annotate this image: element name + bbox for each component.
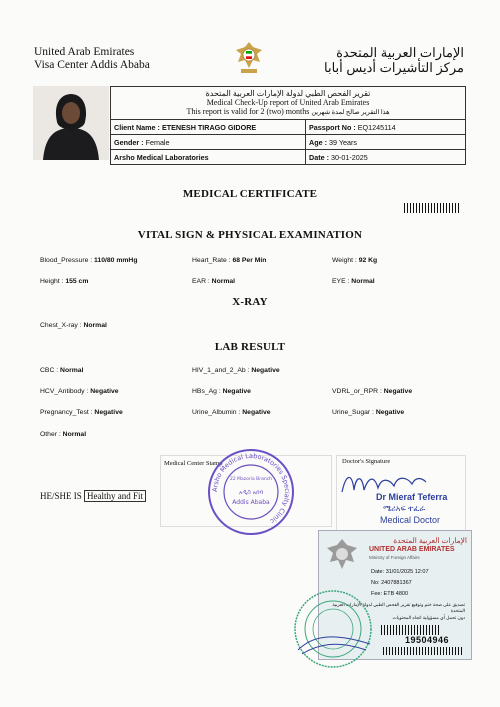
vital-weight [332,257,377,264]
lab-label: Urine_Albumin : [192,409,241,416]
vital-label: Height : [40,278,64,285]
lab-label: Urine_Sugar : [332,409,374,416]
lab-value: Negative [90,388,119,395]
lab-label: Pregnancy_Test : [40,409,93,416]
gender-row [111,135,466,150]
vital-eye [332,278,375,285]
lab-urine-albumin [192,409,271,416]
stamp-city: Addis Ababa [232,499,270,506]
lab-label: VDRL_or_RPR : [332,388,382,395]
certificate-title: MEDICAL CERTIFICATE [182,188,318,200]
doctor-name-am: ሜሪአፍ ተፈራ [383,504,426,513]
stamp-city-am: አዲስ አበባ [238,489,264,496]
sticker-subtitle: Ministry of Foreign Affairs [369,555,420,560]
vital-label: Blood_Pressure : [40,257,93,264]
sticker-fee [371,591,408,597]
barcode-gap [439,625,441,635]
report-title-row [111,87,466,120]
stamp-branch: 22 Mazoria Branch [229,477,273,482]
validity-ar: هذا التقرير صالح لمدة شهرين [311,109,390,116]
sticker-fee-value: ETB 4800 [383,591,409,597]
lab-row [111,150,466,165]
xray-chest [40,322,107,329]
conclusion-value: Healthy and Fit [84,490,146,502]
conclusion [40,491,146,501]
uae-emblem-icon [232,38,266,78]
sticker-ar-title: الإمارات العربية المتحدة [393,536,467,545]
doctor-signature-label: Doctor's Signature [342,458,391,465]
vital-value: 68 Per Min [232,257,267,264]
header-ar-line2: مركز التأشيرات أديس أبابا [324,60,464,75]
vital-title: VITAL SIGN & PHYSICAL EXAMINATION [137,229,363,241]
lab-value: Negative [375,409,405,416]
sticker-date-value: 31/01/2025 12:07 [385,569,429,575]
sticker-barcode [381,625,441,635]
passport-label: Passport No : [309,122,356,132]
vital-heart-rate [192,257,266,264]
client-name-label: Client Name : [114,122,160,132]
header-en-line1: United Arab Emirates [34,46,135,58]
center-stamp-label: Medical Center Stamp [164,460,223,467]
validity-en: This report is valid for 2 (two) months [186,107,310,116]
lab-label: Other : [40,431,61,438]
vital-value: Normal [351,278,375,285]
uae-emblem-icon [322,535,362,575]
lab-title: LAB RESULT [214,341,286,353]
patient-photo [33,86,109,160]
xray-label: Chest_X-ray : [40,322,82,329]
report-title-ar: تقرير الفحص الطبي لدولة الإمارات العربية المتحدة [205,89,371,98]
date-label: Date : [309,152,329,162]
xray-title: X-RAY [232,296,268,308]
xray-value: Normal [83,322,107,329]
client-row [111,120,466,135]
sticker-no-value: 2407881367 [381,580,412,586]
vital-value: 155 cm [65,278,89,285]
lab-value: Negative [94,409,123,416]
sticker-no-label: No: [371,580,380,586]
lab-value: Negative [242,409,271,416]
sticker-date [371,569,429,575]
barcode-gap [459,203,461,213]
age-label: Age : [309,137,327,147]
sticker-note-ar: تصديق على صحة ختم وتوقيع تقرير الفحص الطبي لدولة الإمارات العربية المتحدة [332,602,465,613]
lab-hcv [40,388,119,395]
report-title-en: Medical Check-Up report of United Arab Emirates [206,98,370,107]
lab-value: Negative [251,367,280,374]
lab-value: Normal [62,431,87,438]
vital-value: 92 Kg [358,257,378,264]
barcode-gap [462,647,464,655]
lab-value: Normal [60,367,84,374]
lab-value: Negative [383,388,413,395]
lab-hbsag [192,388,251,395]
header-en-line2: Visa Center Addis Ababa [34,59,150,71]
clinic-stamp [206,447,296,537]
vital-value: 110/80 mmHg [94,257,138,264]
vital-label: EYE : [332,278,350,285]
doctor-title: Medical Doctor [380,515,441,525]
sticker-no [371,580,412,586]
report-validity [114,107,462,117]
sticker-en-title: UNITED ARAB EMIRATES [369,546,455,553]
lab-other [40,431,86,438]
lab-urine-sugar [332,409,404,416]
mofa-green-stamp [292,588,374,670]
sticker-date-label: Date: [371,569,385,575]
lab-vdrl [332,388,412,395]
vital-height [40,278,88,285]
gender-label: Gender : [114,137,144,147]
vital-value: Normal [211,278,236,285]
barcode-top [404,203,462,213]
sticker-fee-label: Fee: [371,591,383,597]
vital-label: Weight : [332,257,357,264]
lab-label: HBs_Ag : [192,388,221,395]
lab-value: Negative [222,388,251,395]
patient-info-table [110,86,466,165]
client-name: ETENESH TIRAGO GIDORE [161,122,257,132]
sticker-note-ar2: دون تحمل أي مسؤولية اتجاه المحتويات [392,615,465,620]
lab-pregnancy [40,409,123,416]
vital-label: Heart_Rate : [192,257,231,264]
doctor-name: Dr Mieraf Teferra [376,492,448,502]
lab-label: CBC : [40,367,59,374]
sticker-serial: 19504946 [405,635,450,645]
lab-hiv [192,367,280,374]
lab-label: HIV_1_and_2_Ab : [192,367,250,374]
date-value: 30-01-2025 [330,152,368,162]
age-value: 39 Years [328,137,357,147]
stamp-ring-text: Arsho Medical Laboratories Specialty Clinic [210,451,292,526]
vital-ear [192,278,235,285]
header-ar [324,45,464,75]
lab-label: HCV_Antibody : [40,388,89,395]
lab-cbc [40,367,83,374]
header-en [34,46,150,72]
header-ar-line1: الإمارات العربية المتحدة [336,45,464,60]
sticker-barcode-2 [383,647,465,655]
conclusion-label: HE/SHE IS [40,491,82,501]
vital-label: EAR : [192,278,210,285]
lab-name: Arsho Medical Laboratories [111,150,306,165]
gender-value: Female [145,137,170,147]
vital-blood-pressure [40,257,137,264]
passport-number: EQ1245114 [357,122,396,132]
